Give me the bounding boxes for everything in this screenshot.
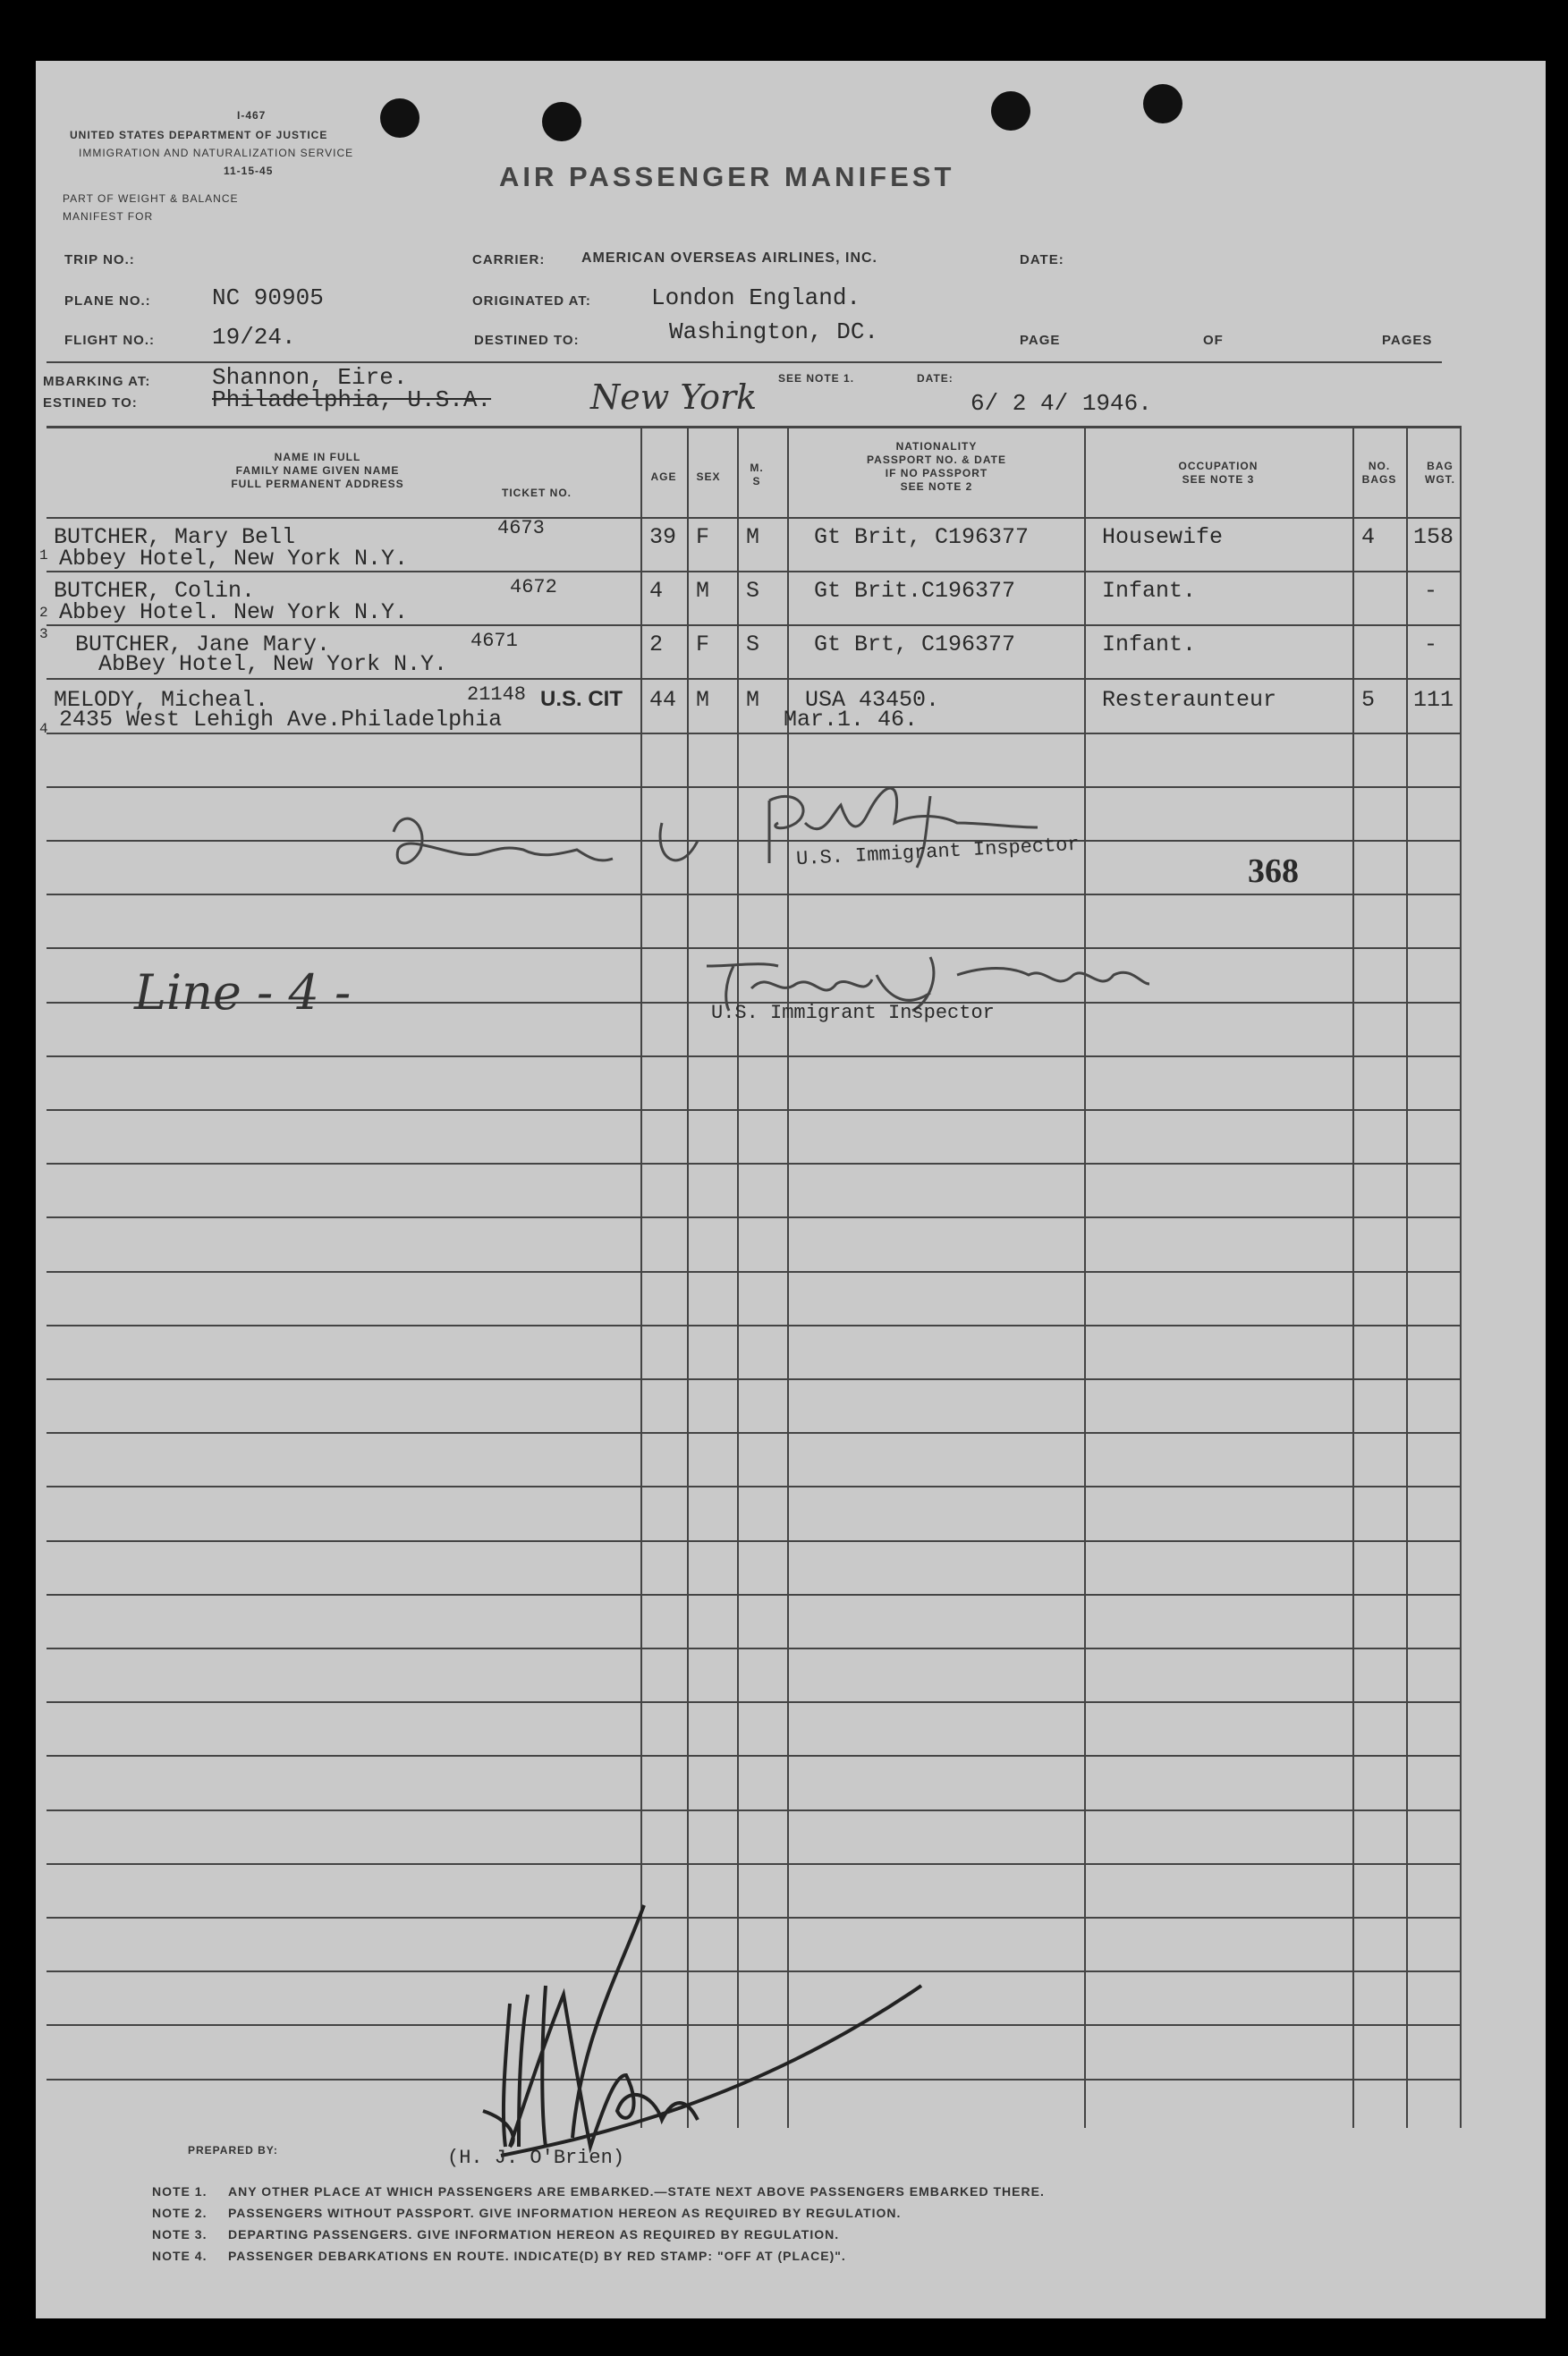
date-label: DATE:	[1020, 252, 1064, 267]
table-column-rule	[1352, 426, 1354, 2128]
table-rule	[47, 517, 1460, 519]
destined-struck-value: Philadelphia, U.S.A.	[212, 386, 492, 413]
passenger-name: BUTCHER, Mary Bell	[54, 524, 296, 550]
department-name: UNITED STATES DEPARTMENT OF JUSTICE	[70, 129, 328, 141]
date-value: 6/ 2 4/ 1946.	[970, 390, 1152, 417]
punch-hole	[1143, 84, 1182, 123]
date-label-2: DATE:	[917, 372, 954, 385]
passenger-ms: S	[746, 578, 760, 604]
of-label: OF	[1203, 333, 1224, 348]
passenger-weight: 158	[1413, 524, 1454, 550]
destined-to-label: DESTINED TO:	[474, 333, 580, 348]
punch-hole	[991, 91, 1030, 131]
note-line: NOTE 3. DEPARTING PASSENGERS. GIVE INFORMATION HEREON AS REQUIRED BY REGULATION.	[152, 2227, 840, 2242]
passenger-age: 39	[649, 524, 677, 550]
row-number: 3	[39, 626, 48, 642]
embarking-at-value: Shannon, Eire.	[212, 364, 408, 391]
note-line: NOTE 4. PASSENGER DEBARKATIONS EN ROUTE. INDICATE(D) BY RED STAMP: "OFF AT (PLACE)".	[152, 2249, 846, 2263]
table-rule	[47, 733, 1460, 734]
carrier-label: CARRIER:	[472, 252, 546, 267]
table-rule	[47, 1863, 1460, 1865]
table-column-rule	[1406, 426, 1408, 2128]
passenger-ticket: 4671	[470, 630, 518, 652]
table-rule	[47, 1055, 1460, 1057]
passenger-ms: M	[746, 524, 760, 550]
preparer-signature	[465, 1896, 930, 2165]
form-number: I-467	[237, 109, 267, 122]
destined-to-label-2: ESTINED TO:	[43, 395, 138, 411]
column-header-occupation: OCCUPATION SEE NOTE 3	[1178, 460, 1259, 486]
table-rule	[47, 1701, 1460, 1703]
passenger-ticket: 4672	[510, 576, 557, 598]
table-rule	[47, 1486, 1460, 1487]
plane-no-value: NC 90905	[212, 284, 324, 311]
row-number: 2	[39, 605, 48, 621]
passenger-age: 4	[649, 578, 664, 604]
table-rule	[47, 678, 1460, 680]
note-line: NOTE 1. ANY OTHER PLACE AT WHICH PASSENGERS ARE EMBARKED.—STATE NEXT ABOVE PASSENGERS EMBARKED THERE.	[152, 2184, 1045, 2199]
passenger-ms: M	[746, 687, 760, 713]
passenger-passport: Gt Brit, C196377	[814, 524, 1030, 550]
table-rule	[47, 1163, 1460, 1165]
table-rule	[47, 1755, 1460, 1757]
table-rule	[47, 1432, 1460, 1434]
passenger-ticket: 21148	[467, 683, 527, 706]
service-name: IMMIGRATION AND NATURALIZATION SERVICE	[79, 147, 354, 159]
passenger-passport-date: Mar.1. 46.	[784, 707, 919, 733]
manifest-for-label: MANIFEST FOR	[63, 210, 154, 223]
passenger-occupation: Resteraunteur	[1102, 687, 1277, 713]
column-header-nationality: NATIONALITY PASSPORT NO. & DATE IF NO PASSPORT SEE NOTE 2	[867, 440, 1006, 493]
table-column-rule	[687, 426, 689, 2128]
passenger-address: AbBey Hotel, New York N.Y.	[98, 651, 448, 677]
destined-to-value: Washington, DC.	[669, 318, 879, 345]
table-column-rule	[1460, 426, 1462, 2128]
part-of-label: PART OF WEIGHT & BALANCE	[63, 192, 239, 205]
column-header-name: NAME IN FULL FAMILY NAME GIVEN NAME FULL PERMANENT ADDRESS	[231, 451, 404, 490]
passenger-sex: M	[696, 687, 710, 713]
embarking-at-label: MBARKING AT:	[43, 374, 151, 389]
passenger-age: 2	[649, 631, 664, 657]
see-note-1-label: SEE NOTE 1.	[778, 372, 855, 385]
pages-label: PAGES	[1382, 333, 1433, 348]
line-count-handwritten: Line - 4 -	[134, 964, 352, 1021]
table-column-rule	[787, 426, 789, 2128]
form-date-code: 11-15-45	[224, 165, 274, 177]
table-rule	[47, 1325, 1460, 1326]
passenger-bags: 4	[1361, 524, 1376, 550]
passenger-passport: USA 43450.	[805, 687, 940, 713]
flight-no-value: 19/24.	[212, 324, 296, 351]
table-column-rule	[737, 426, 739, 2128]
table-rule	[47, 1809, 1460, 1811]
destined-handwritten: New York	[590, 377, 758, 417]
row-number: 4	[39, 721, 48, 737]
column-header-age: AGE	[650, 470, 677, 483]
punch-hole	[542, 102, 581, 141]
flight-no-label: FLIGHT NO.:	[64, 333, 155, 348]
passenger-occupation: Housewife	[1102, 524, 1224, 550]
passenger-ms: S	[746, 631, 760, 657]
table-column-rule	[640, 426, 642, 2128]
trip-no-label: TRIP NO.:	[64, 252, 135, 267]
originated-at-label: ORIGINATED AT:	[472, 293, 591, 309]
table-rule	[47, 361, 1442, 363]
table-rule	[47, 426, 1460, 428]
passenger-weight: -	[1424, 578, 1438, 604]
passenger-address: Abbey Hotel. New York N.Y.	[59, 599, 409, 625]
prepared-by-label: PREPARED BY:	[188, 2144, 278, 2157]
note-line: NOTE 2. PASSENGERS WITHOUT PASSPORT. GIVE INFORMATION HEREON AS REQUIRED BY REGULATION.	[152, 2206, 902, 2220]
page-label: PAGE	[1020, 333, 1061, 348]
table-rule	[47, 1540, 1460, 1542]
punch-hole	[380, 98, 420, 138]
originated-at-value: London England.	[651, 284, 861, 311]
passenger-weight: 111	[1413, 687, 1454, 713]
passenger-name: MELODY, Micheal.	[54, 687, 269, 713]
passenger-weight: -	[1424, 631, 1438, 657]
column-header-sex: SEX	[696, 470, 721, 483]
inspector-title-2: U.S. Immigrant Inspector	[711, 1002, 995, 1024]
passenger-address: Abbey Hotel, New York N.Y.	[59, 546, 409, 572]
passenger-passport: Gt Brt, C196377	[814, 631, 1016, 657]
plane-no-label: PLANE NO.:	[64, 293, 151, 309]
passenger-bags: 5	[1361, 687, 1376, 713]
carrier-value: AMERICAN OVERSEAS AIRLINES, INC.	[581, 250, 877, 266]
passenger-occupation: Infant.	[1102, 578, 1197, 604]
column-header-weight: BAG WGT.	[1425, 460, 1455, 486]
inspector-title-1: U.S. Immigrant Inspector	[795, 833, 1081, 871]
passenger-occupation: Infant.	[1102, 631, 1197, 657]
passenger-name: BUTCHER, Jane Mary.	[75, 631, 331, 657]
passenger-sex: M	[696, 578, 710, 604]
passenger-passport: Gt Brit.C196377	[814, 578, 1016, 604]
passenger-age: 44	[649, 687, 677, 713]
passenger-name: BUTCHER, Colin.	[54, 578, 256, 604]
column-header-ms: M. S	[750, 462, 764, 487]
row-number: 1	[39, 547, 48, 564]
stamp-number: 368	[1248, 852, 1299, 890]
table-rule	[47, 1216, 1460, 1218]
column-header-ticket: TICKET NO.	[502, 487, 572, 499]
table-rule	[47, 1109, 1460, 1111]
table-rule	[47, 1648, 1460, 1649]
passenger-address: 2435 West Lehigh Ave.Philadelphia	[59, 707, 503, 733]
table-column-rule	[1084, 426, 1086, 2128]
preparer-name: (H. J. O'Brien)	[447, 2147, 625, 2169]
page-title: AIR PASSENGER MANIFEST	[499, 161, 955, 192]
column-header-bags: NO. BAGS	[1361, 460, 1397, 486]
table-rule	[47, 1271, 1460, 1273]
passenger-sex: F	[696, 631, 710, 657]
table-rule	[47, 1594, 1460, 1596]
inspector-signature-1	[376, 778, 1234, 903]
passenger-sex: F	[696, 524, 710, 550]
table-rule	[47, 1378, 1460, 1380]
us-cit-stamp: U.S. CIT	[540, 687, 623, 711]
passenger-ticket: 4673	[497, 517, 545, 539]
